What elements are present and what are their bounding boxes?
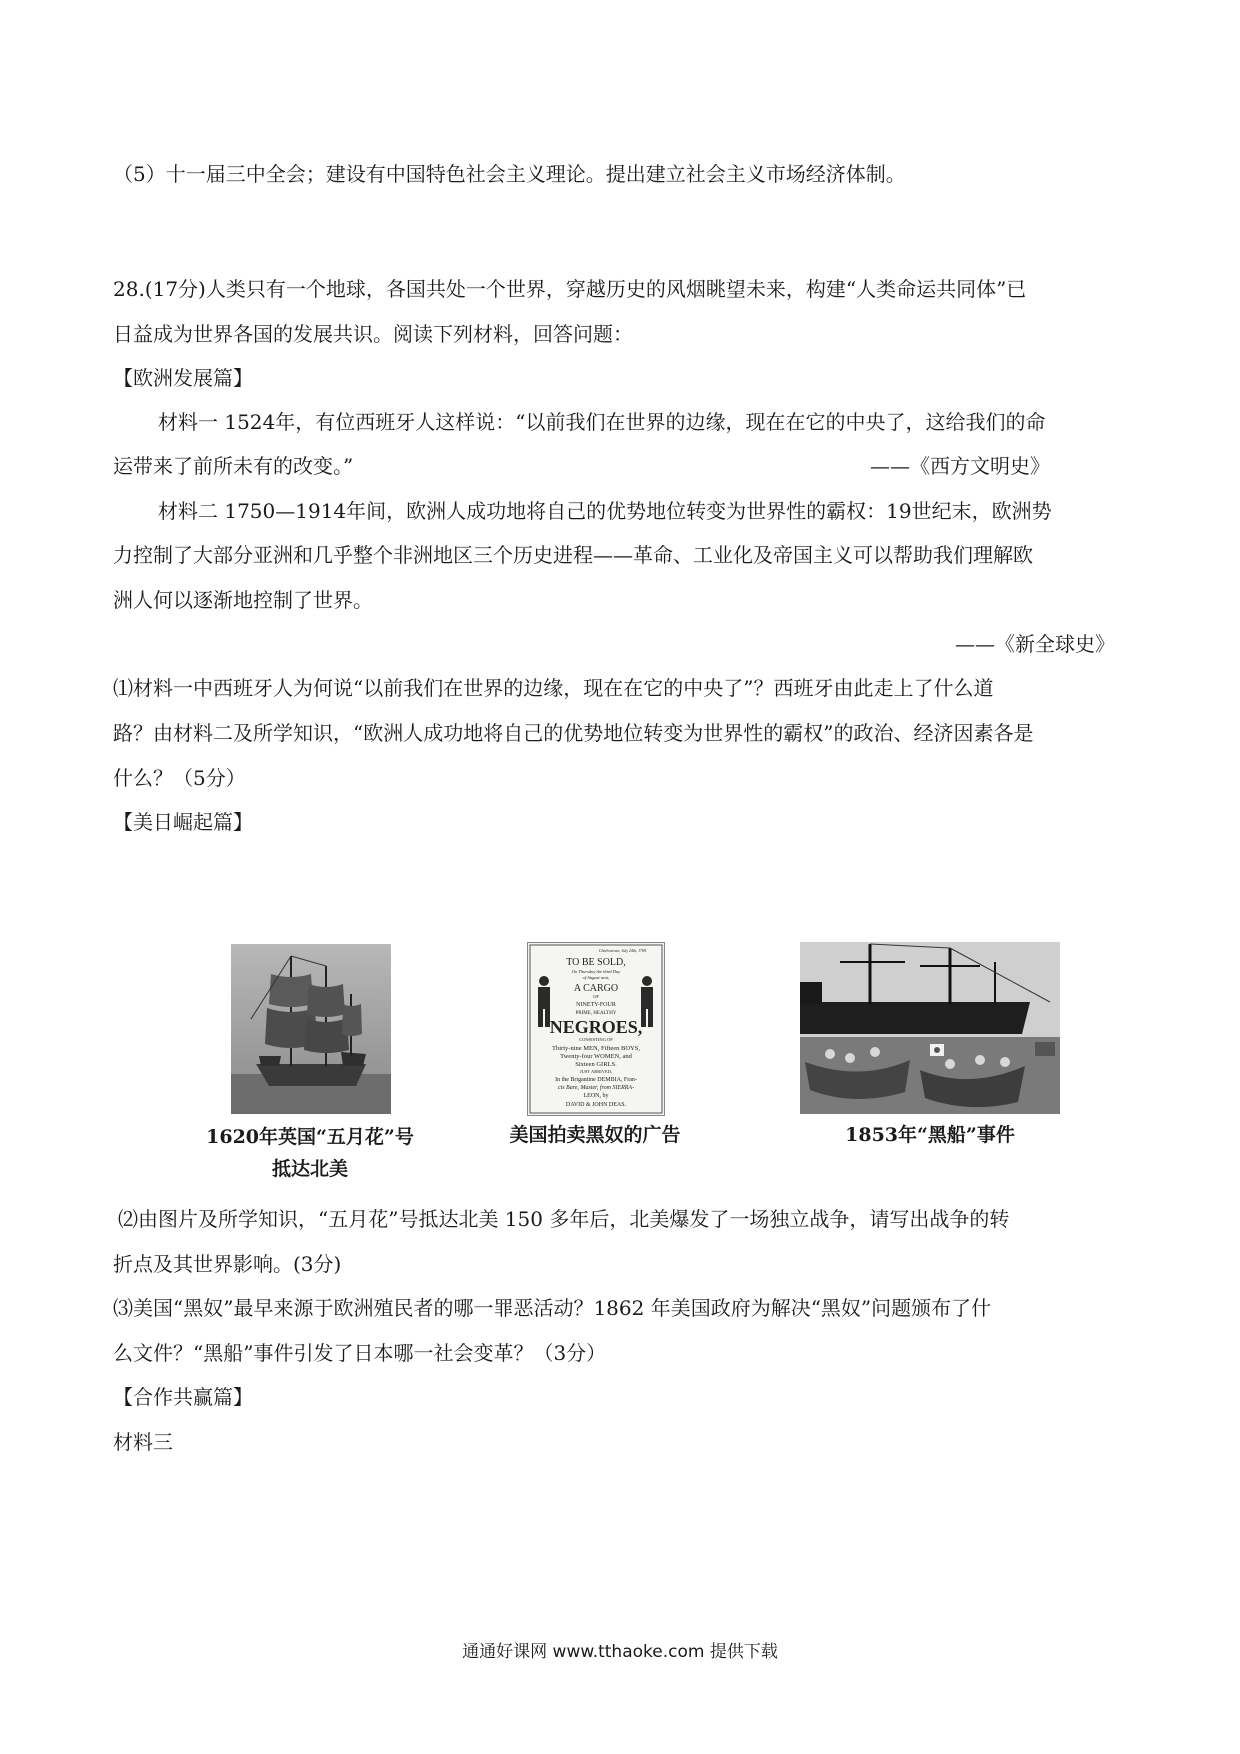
poster-master: cis Bare, Master, from SIERRA- (557, 1085, 635, 1091)
question2-line1: ⑵由图片及所学知识，“五月花”号抵达北美 150 多年后，北美爆发了一场独立战争，请写出战争的转 (118, 1207, 1010, 1231)
poster-of: OF (593, 994, 599, 999)
slave-auction-caption: 美国拍卖黑奴的广告 (509, 1124, 681, 1146)
poster-line2: On Thursday the third Day (571, 969, 621, 974)
poster-just-arrived: JUST ARRIVED, (579, 1069, 613, 1074)
mayflower-caption-line2: 抵达北美 (271, 1158, 348, 1180)
poster-line3: of August next, (582, 975, 610, 980)
question3-line2: 么文件？“黑船”事件引发了日本哪一社会变革？（3分） (113, 1341, 607, 1365)
page-footer: 通通好课网 www.tthaoke.com 提供下载 (462, 1642, 778, 1662)
q28-intro-line1: 28.(17分)人类只有一个地球，各国共处一个世界，穿越历史的风烟眺望未来，构建“人类命运共同体”已 (113, 277, 1027, 301)
poster-ninety-four: NINETY-FOUR (576, 1002, 616, 1008)
question3-line1: ⑶美国“黑奴”最早来源于欧洲殖民者的哪一罪恶活动？1862 年美国政府为解决“黑奴”问题颁布了什 (113, 1296, 992, 1320)
material1-line2: 运带来了前所未有的改变。” (113, 454, 354, 478)
poster-to-be-sold: TO BE SOLD, (566, 957, 626, 968)
poster-a-cargo: A CARGO (573, 983, 619, 994)
answer-5: （5）十一届三中全会；建设有中国特色社会主义理论。提出建立社会主义市场经济体制。 (113, 162, 906, 186)
material2-line2: 力控制了大部分亚洲和几乎整个非洲地区三个历史进程——革命、工业化及帝国主义可以帮助我们理解欧 (113, 543, 1033, 567)
poster-girls: Sixteen GIRLS. (575, 1061, 617, 1068)
poster-date: Charlestown, July 24th, 1769. (598, 948, 648, 953)
q28-intro-line2: 日益成为世界各国的发展共识。阅读下列材料，回答问题： (113, 322, 633, 346)
mayflower-caption-line1: 1620年英国“五月花”号 (206, 1126, 414, 1148)
material2-line1: 材料二 1750—1914年间，欧洲人成功地将自己的优势地位转变为世界性的霸权：19世纪末，欧洲势 (158, 499, 1052, 523)
section-cooperation: 【合作共赢篇】 (113, 1385, 253, 1409)
poster-women: Twenty-four WOMEN, and (560, 1053, 632, 1060)
material1-line1: 材料一 1524年，有位西班牙人这样说：“以前我们在世界的边缘，现在在它的中央了，这给我们的命 (158, 410, 1046, 434)
material2-line3: 洲人何以逐渐地控制了世界。 (113, 588, 373, 612)
poster-consisting: CONSISTING OF (579, 1037, 613, 1042)
mayflower-image (231, 944, 391, 1114)
section-us-japan: 【美日崛起篇】 (113, 810, 253, 834)
material2-source: ——《新全球史》 (955, 632, 1115, 656)
material3-label: 材料三 (113, 1430, 173, 1454)
poster-men-boys: Thirty-nine MEN, Fifteen BOYS, (552, 1045, 640, 1052)
black-ships-caption: 1853年“黑船”事件 (845, 1124, 1015, 1146)
material1-source: ——《西方文明史》 (870, 454, 1050, 478)
slave-auction-poster-image (527, 942, 665, 1116)
black-ships-image (800, 942, 1060, 1114)
question1-line2: 路？由材料二及所学知识，“欧洲人成功地将自己的优势地位转变为世界性的霸权”的政治、经济因素各是 (113, 721, 1034, 745)
poster-brigantine: In the Brigantine DEMBIA, Fran- (555, 1077, 637, 1083)
poster-deas: DAVID & JOHN DEAS. (565, 1102, 627, 1108)
question1-line3: 什么？（5分） (113, 766, 246, 790)
poster-negroes: NEGROES, (549, 1017, 643, 1037)
poster-leon: LEON, by (583, 1093, 609, 1099)
section-europe: 【欧洲发展篇】 (113, 366, 253, 390)
poster-prime-healthy: PRIME, HEALTHY (575, 1011, 617, 1016)
question2-line2: 折点及其世界影响。(3分) (113, 1252, 342, 1276)
question1-line1: ⑴材料一中西班牙人为何说“以前我们在世界的边缘，现在在它的中央了”？西班牙由此走上了什么道 (113, 676, 994, 700)
